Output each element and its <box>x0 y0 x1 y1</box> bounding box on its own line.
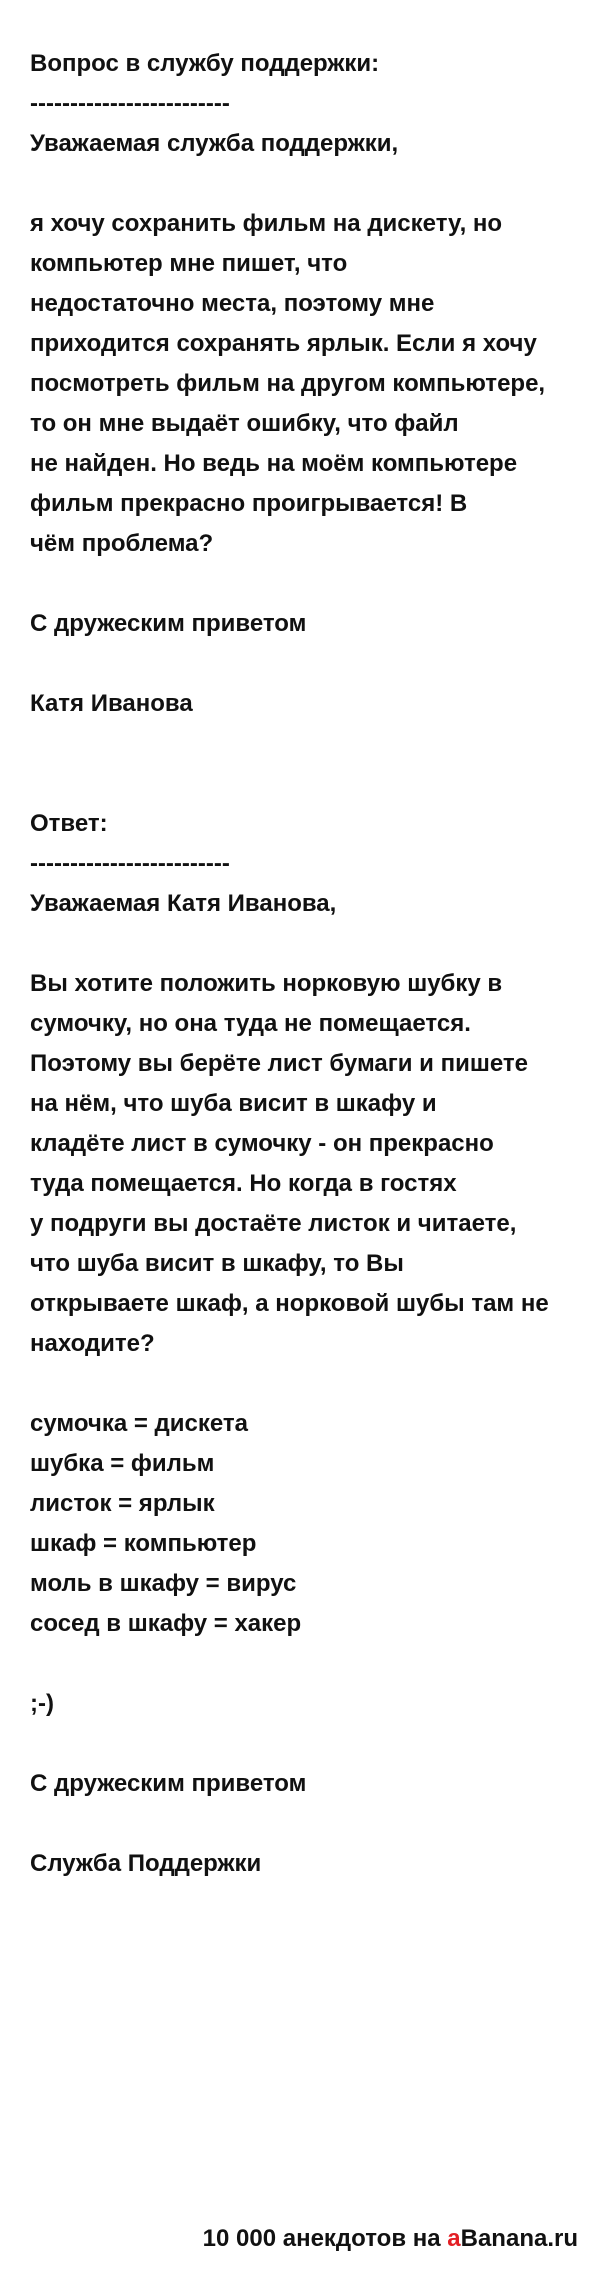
text-line: Служба Поддержки <box>30 1850 262 1877</box>
text-line: шкаф = компьютер <box>30 1530 257 1557</box>
text-line: Катя Иванова <box>30 690 193 717</box>
blank-line <box>30 1804 550 1844</box>
blank-line <box>30 1724 550 1764</box>
text-line: Вопрос в службу поддержки: <box>30 50 380 77</box>
text-line: С дружеским приветом <box>30 1770 307 1797</box>
blank-line <box>30 1364 550 1404</box>
text-line: не найден. Но ведь на моём компьютере фильм прекрасно проигрывается! В <box>30 450 518 517</box>
blank-line <box>30 764 550 804</box>
text-line: сосед в шкафу = хакер <box>30 1610 302 1637</box>
text-line: шубка = фильм <box>30 1450 215 1477</box>
text-line: С дружеским приветом <box>30 610 307 637</box>
text-line: посмотреть фильм на другом компьютере, то он мне выдаёт ошибку, что файл <box>30 370 546 437</box>
text-line: недостаточно места, поэтому мне приходится сохранять ярлык. Если я хочу <box>30 290 537 357</box>
text-line: кладёте лист в сумочку - он прекрасно туда помещается. Но когда в гостях <box>30 1130 494 1197</box>
blank-line <box>30 924 550 964</box>
text-line: чём проблема? <box>30 530 214 557</box>
text-line: я хочу сохранить фильм на дискету, но компьютер мне пишет, что <box>30 210 503 277</box>
site-footer <box>0 2222 578 2256</box>
site-name: Banana.ru <box>460 2225 578 2252</box>
text-line: моль в шкафу = вирус <box>30 1570 297 1597</box>
text-line: Поэтому вы берёте лист бумаги и пишете на нём, что шуба висит в шкафу и <box>30 1050 528 1117</box>
site-logo-letter: a <box>447 2225 461 2252</box>
text-line: Уважаемая служба поддержки, <box>30 130 399 157</box>
blank-line <box>30 564 550 604</box>
blank-line <box>30 164 550 204</box>
text-line: открываете шкаф, а норковой шубы там не находите? <box>30 1290 549 1357</box>
footer-text: 10 000 анекдотов на <box>202 2225 448 2252</box>
joke-text <box>30 44 550 1884</box>
text-line: Уважаемая Катя Иванова, <box>30 890 337 917</box>
blank-line <box>30 1644 550 1684</box>
text-line: сумочка = дискета <box>30 1410 249 1437</box>
text-line: листок = ярлык <box>30 1490 215 1517</box>
site-link[interactable] <box>447 2225 578 2252</box>
text-line: у подруги вы достаёте листок и читаете, что шуба висит в шкафу, то Вы <box>30 1210 517 1277</box>
text-line: Вы хотите положить норковую шубку в сумочку, но она туда не помещается. <box>30 970 503 1037</box>
text-line: ------------------------- <box>30 90 230 117</box>
text-line: Ответ: <box>30 810 108 837</box>
text-line: ;-) <box>30 1690 54 1717</box>
blank-line <box>30 724 550 764</box>
text-line: ------------------------- <box>30 850 230 877</box>
blank-line <box>30 644 550 684</box>
